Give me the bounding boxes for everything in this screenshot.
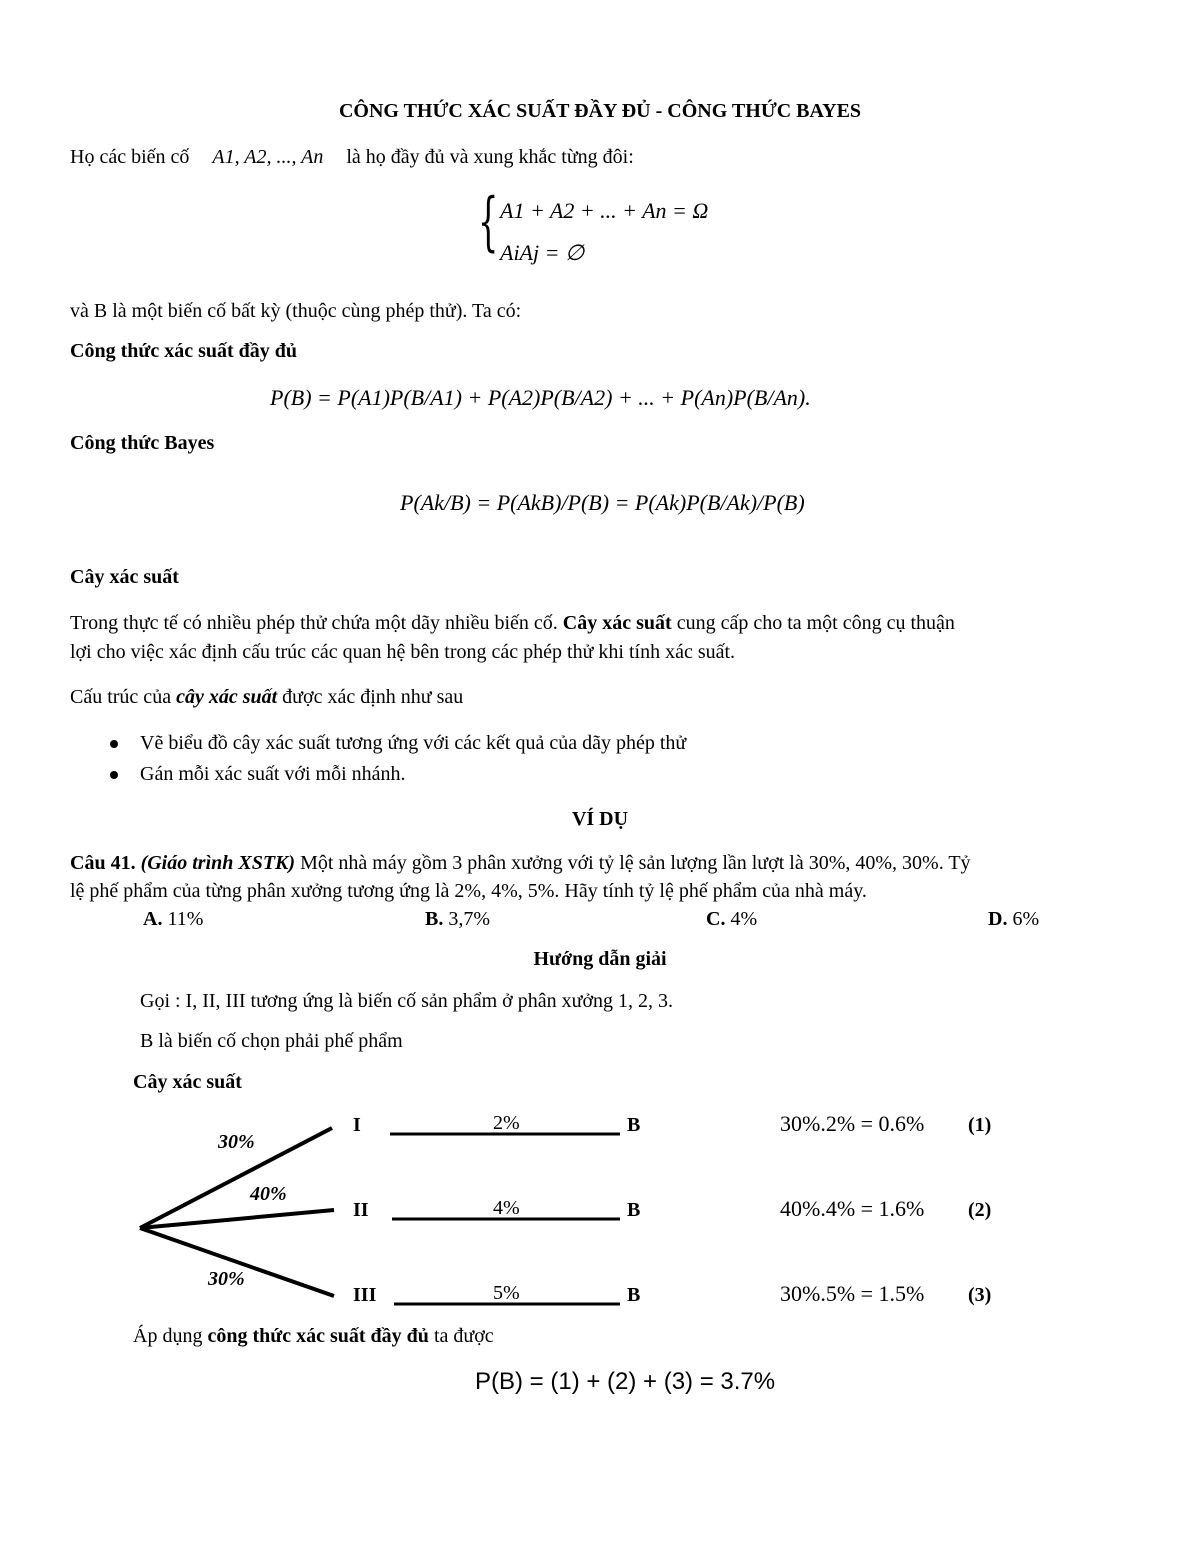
tree-node-1: I — [353, 1114, 361, 1136]
system-line-2: AiAj = ∅ — [500, 240, 585, 265]
intro-prefix: Họ các biến cố — [70, 146, 190, 168]
apply-line — [133, 1325, 494, 1348]
option-value: 6% — [1012, 908, 1040, 930]
option-d — [988, 908, 1039, 931]
option-value: 3,7% — [448, 908, 491, 930]
option-c — [706, 908, 757, 931]
bullet-dot — [110, 740, 118, 748]
full-prob-heading: Công thức xác suất đầy đủ — [70, 340, 298, 362]
tree-tag-3: (3) — [968, 1284, 992, 1306]
option-a — [143, 908, 203, 931]
branch-weight-2: 40% — [250, 1183, 287, 1205]
para1-b: Cây xác suất — [562, 612, 672, 634]
left-brace: { — [478, 185, 499, 259]
para1-a: Trong thực tế có nhiều phép thử chứa một dãy nhiều biến cố. — [70, 612, 558, 634]
tree-leaf-2: B — [627, 1199, 641, 1221]
example-heading: VÍ DỤ — [571, 808, 629, 830]
option-b — [425, 908, 490, 931]
bullet-item — [110, 763, 406, 786]
branch-weight-3: 30% — [208, 1268, 245, 1290]
option-label: D. — [988, 908, 1008, 930]
bullet-dot — [110, 771, 118, 779]
tree-para-2 — [70, 686, 463, 709]
question-line-2: lệ phế phẩm của từng phân xưởng tương ứng là 2%, 4%, 5%. Hãy tính tỷ lệ phế phẩm của nhà máy. — [70, 880, 867, 902]
para2-c: được xác định như sau — [282, 686, 464, 708]
tree-leaf-3: B — [627, 1284, 641, 1306]
question-text-1: Một nhà máy gồm 3 phân xưởng với tỷ lệ sản lượng lần lượt là 30%, 40%, 30%. Tỷ — [300, 852, 971, 874]
question-source: (Giáo trình XSTK) — [140, 852, 296, 874]
tree-result-1: 30%.2% = 0.6% — [780, 1111, 925, 1136]
apply-c: ta được — [433, 1325, 494, 1347]
branch-weight-1: 30% — [218, 1131, 255, 1153]
tree-tag-2: (2) — [968, 1199, 992, 1221]
tree-cond-1: 2% — [493, 1112, 520, 1134]
option-label: C. — [706, 908, 726, 930]
final-result: P(B) = (1) + (2) + (3) = 3.7% — [475, 1368, 776, 1395]
event-set: A1, A2, ..., An — [212, 146, 324, 168]
bullet-text: Vẽ biểu đồ cây xác suất tương ứng với các kết quả của dãy phép thử — [140, 732, 687, 754]
tree-node-2: II — [353, 1199, 369, 1221]
bullet-text: Gán mỗi xác suất với mỗi nhánh. — [140, 763, 406, 785]
bayes-formula: P(Ak/B) = P(AkB)/P(B) = P(Ak)P(B/Ak)/P(B) — [400, 490, 805, 515]
tree-node-3: III — [353, 1284, 377, 1306]
tree-cond-3: 5% — [493, 1282, 520, 1304]
tree-tag-1: (1) — [968, 1114, 992, 1136]
option-label: A. — [143, 908, 163, 930]
intro-suffix: là họ đầy đủ và xung khắc từng đôi: — [346, 146, 634, 168]
question-line-1 — [70, 852, 971, 875]
tree-leaf-1: B — [627, 1114, 641, 1136]
bayes-heading: Công thức Bayes — [70, 432, 215, 454]
para2-b: cây xác suất — [176, 686, 278, 708]
option-value: 4% — [730, 908, 758, 930]
para1-c: cung cấp cho ta một công cụ thuận — [676, 612, 955, 634]
question-label: Câu 41. — [70, 852, 136, 874]
tree-para-1-cont: lợi cho việc xác định cấu trúc các quan hệ bên trong các phép thử khi tính xác suất. — [70, 641, 736, 663]
tree-para-1 — [70, 612, 955, 635]
solution-heading: Hướng dẫn giải — [533, 948, 667, 970]
solution-line-2: B là biến cố chọn phải phế phẩm — [140, 1030, 403, 1052]
full-prob-formula: P(B) = P(A1)P(B/A1) + P(A2)P(B/A2) + ... + P(An)P(B/An). — [270, 385, 811, 410]
bullet-item — [110, 732, 686, 755]
solution-line-1: Gọi : I, II, III tương ứng là biến cố sản phẩm ở phân xưởng 1, 2, 3. — [140, 990, 674, 1012]
intro-line — [70, 146, 634, 169]
tree-result-2: 40%.4% = 1.6% — [780, 1196, 925, 1221]
solution-tree-heading: Cây xác suất — [133, 1071, 242, 1093]
tree-heading: Cây xác suất — [70, 566, 179, 588]
page-title: CÔNG THỨC XÁC SUẤT ĐẦY ĐỦ - CÔNG THỨC BAYES — [338, 100, 862, 122]
tree-cond-2: 4% — [493, 1197, 520, 1219]
after-system-text: và B là một biến cố bất kỳ (thuộc cùng phép thử). Ta có: — [70, 300, 522, 322]
option-value: 11% — [167, 908, 204, 930]
probability-tree — [120, 1100, 660, 1320]
apply-b: công thức xác suất đầy đủ — [207, 1325, 429, 1347]
system-line-1: A1 + A2 + ... + An = Ω — [500, 198, 709, 223]
para2-a: Cấu trúc của — [70, 686, 172, 708]
tree-result-3: 30%.5% = 1.5% — [780, 1281, 925, 1306]
apply-a: Áp dụng — [133, 1325, 203, 1347]
option-label: B. — [425, 908, 444, 930]
